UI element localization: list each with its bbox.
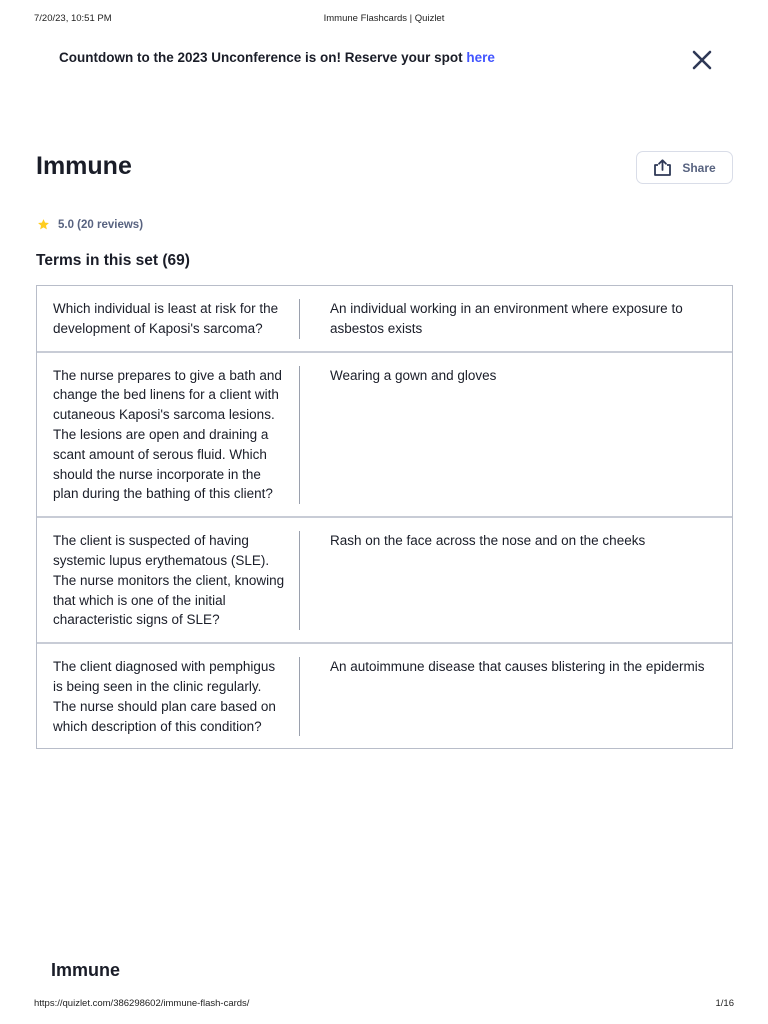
card-definition: An individual working in an environment where exposure to asbestos exists xyxy=(330,301,683,336)
print-header xyxy=(0,13,768,27)
card-term: Which individual is least at risk for the development of Kaposi's sarcoma? xyxy=(37,299,300,339)
card-definition: Rash on the face across the nose and on the cheeks xyxy=(330,533,646,549)
star-icon xyxy=(37,218,50,231)
flashcard-row xyxy=(37,286,732,351)
flashcard-row xyxy=(37,642,732,748)
banner-text: Countdown to the 2023 Unconference is on! Reserve your spot xyxy=(59,50,467,65)
footer-set-title: Immune xyxy=(51,960,121,980)
card-definition: Wearing a gown and gloves xyxy=(330,367,497,383)
card-definition: An autoimmune disease that causes blistering in the epidermis xyxy=(330,659,705,675)
close-x-icon xyxy=(690,48,714,72)
flashcard-list xyxy=(36,285,733,749)
print-datetime: 7/20/23, 10:51 PM xyxy=(34,13,112,24)
print-page-number: 1/16 xyxy=(715,998,734,1009)
terms-heading: Terms in this set (69) xyxy=(36,252,190,269)
close-banner-button[interactable] xyxy=(690,48,714,72)
print-url: https://quizlet.com/386298602/immune-flash-cards/ xyxy=(34,998,250,1009)
card-term: The nurse prepares to give a bath and change the bed linens for a client with cutaneous Kaposi's sarcoma lesions. The lesions are open and draining a scant amount of serous fluid. Which should the nurse incorporate in the plan during the bathing of this client? xyxy=(37,366,300,505)
set-title: Immune xyxy=(36,152,132,180)
card-term: The client is suspected of having systemic lupus erythematous (SLE). The nurse monitors the client, knowing that which is one of the initial characteristic signs of SLE? xyxy=(37,531,300,630)
share-button[interactable] xyxy=(636,151,733,184)
banner-link[interactable]: here xyxy=(466,50,495,65)
flashcard-row xyxy=(37,516,732,642)
print-page-title: Immune Flashcards | Quizlet xyxy=(323,13,445,24)
rating xyxy=(37,218,143,231)
flashcard-row xyxy=(37,351,732,517)
card-term: The client diagnosed with pemphigus is being seen in the clinic regularly. The nurse should plan care based on which description of this condition? xyxy=(37,657,300,736)
share-label: Share xyxy=(682,160,716,175)
rating-text: 5.0 (20 reviews) xyxy=(58,218,144,231)
announcement-banner xyxy=(59,50,495,65)
share-icon xyxy=(653,159,672,176)
